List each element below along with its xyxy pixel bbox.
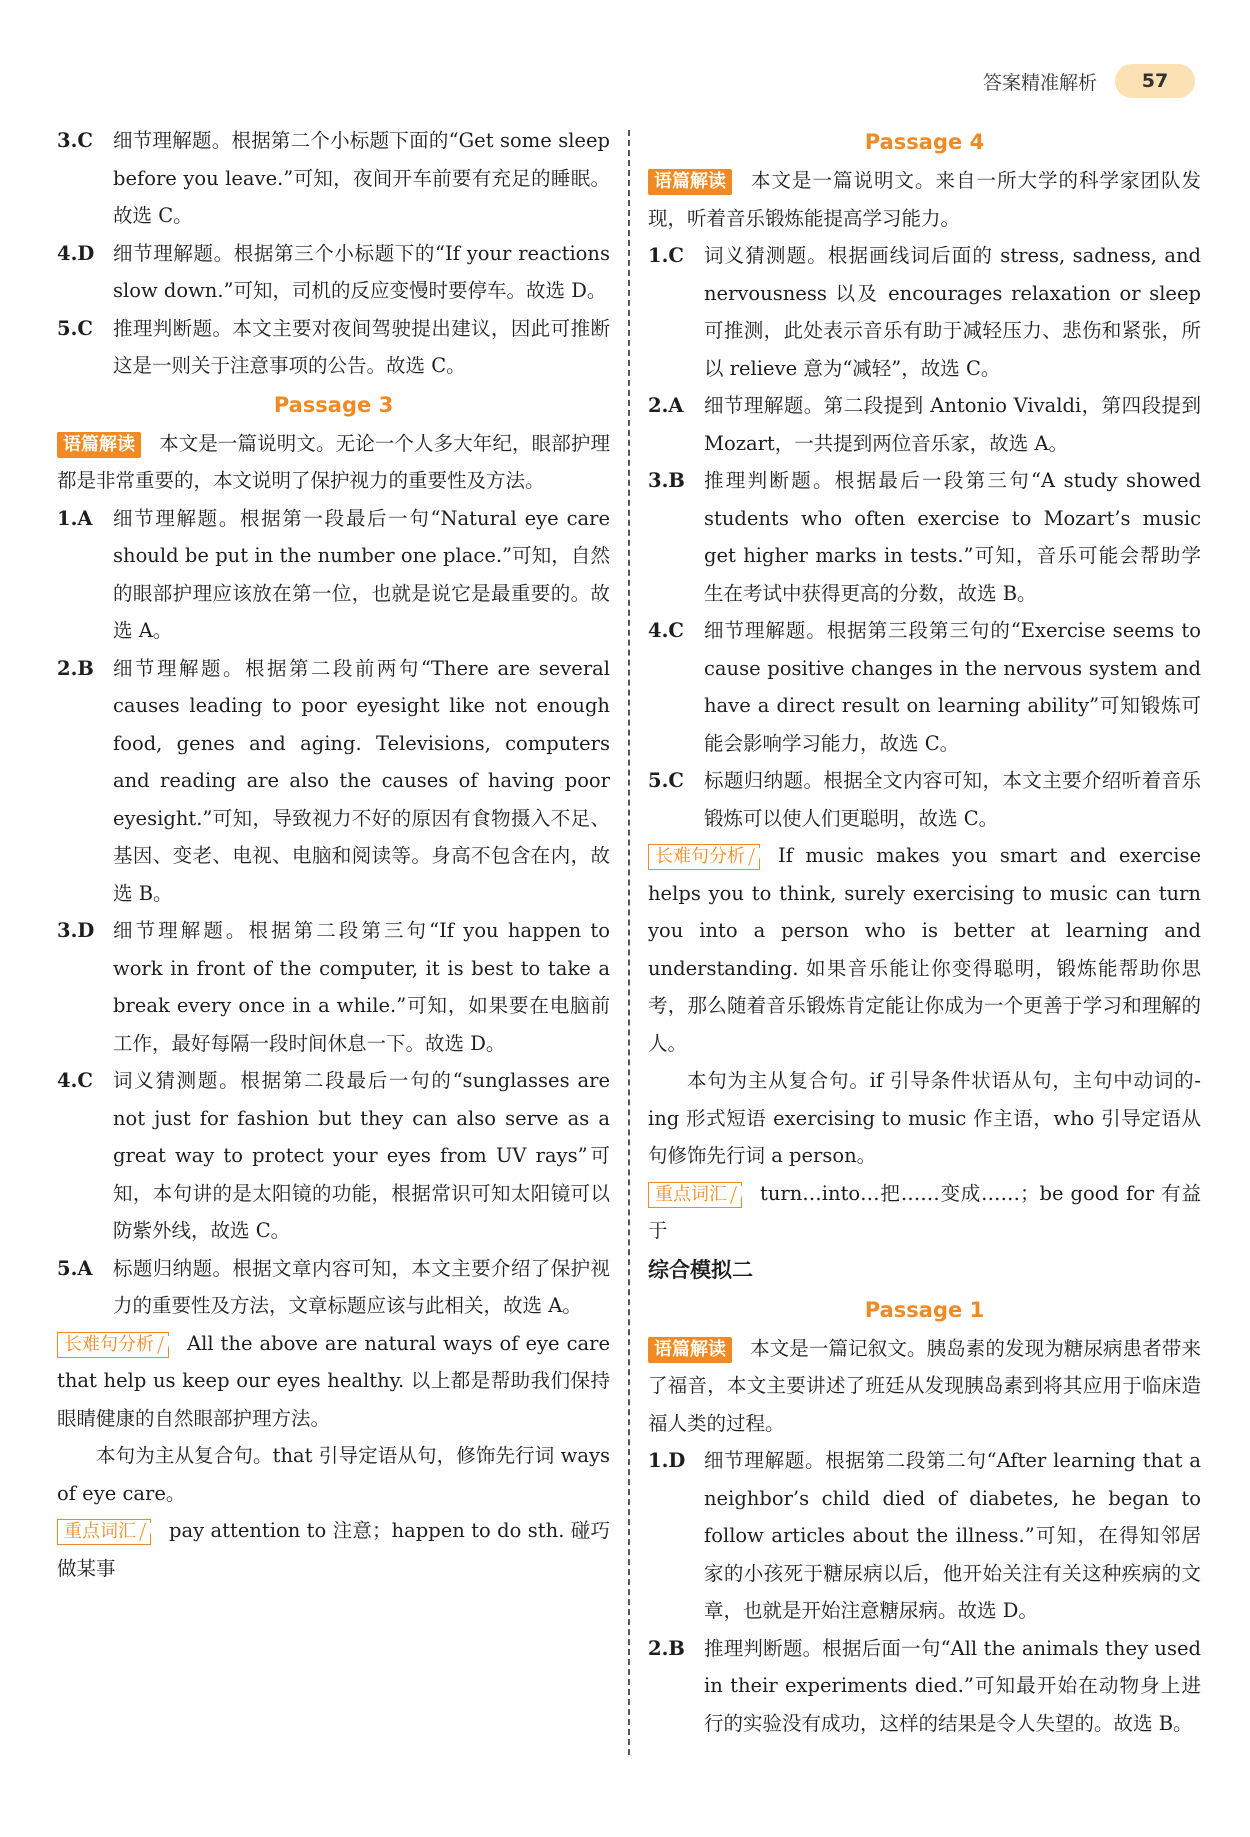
page-header [983, 62, 1195, 100]
answer-number: 5.C [57, 316, 93, 340]
block-text: 本文是一篇说明文。来自一所大学的科学家团队发现，听着音乐锻炼能提高学习能力。 [648, 169, 1201, 230]
answer-number: 1.D [648, 1449, 686, 1472]
answer-number: 2.B [648, 1636, 685, 1660]
block-text: turn…into…把……变成……；be good for 有益于 [648, 1181, 1201, 1242]
summary-tag: 语篇解读 [648, 169, 732, 195]
answer-explanation: 细节理解题。根据第二个小标题下面的“Get some sleep before you leave.”可知，夜间开车前要有充足的睡眠。故选 C。 [113, 129, 610, 227]
answer-explanation: 标题归纳题。根据全文内容可知，本文主要介绍听着音乐锻炼可以使人们更聪明，故选 C。 [704, 769, 1201, 830]
analysis-tag: 长难句分析 [57, 1332, 169, 1358]
answer-item [57, 1250, 610, 1325]
answer-explanation: 细节理解题。根据第一段最后一句“Natural eye care should be put in the number one place.”可知，自然的眼部护理应该放在第一位，也就是说它是最重要的。故选 A。 [113, 506, 610, 642]
analysis-tag: 重点词汇 [648, 1182, 742, 1208]
answer-explanation: 词义猜测题。根据第二段最后一句的“sunglasses are not just for fashion but they can also serve as a great way to protect your eyes from UV rays”可知，本句讲的是太阳镜的功能，根据常识可知太阳镜可以防紫外线，故选 C。 [113, 1069, 610, 1242]
answer-item [648, 387, 1201, 462]
answer-item [648, 237, 1201, 387]
header-title: 答案精准解析 [982, 71, 1097, 94]
block-text: 本文是一篇记叙文。胰岛素的发现为糖尿病患者带来了福音，本文主要讲述了班廷从发现胰岛素到将其应用于临床造福人类的过程。 [648, 1336, 1201, 1435]
block-text: All the above are natural ways of eye care that help us keep our eyes healthy. 以上都是帮助我们保持眼睛健康的自然眼部护理方法。 [57, 1331, 610, 1430]
block-text: If music makes you smart and exercise helps you to think, surely exercising to music can turn you into a person who is better at learning and understanding. 如果音乐能让你变得聪明，锻炼能帮助你思考，那么随着音乐锻炼肯定能让你成为一个更善于学习和理解的人。 [648, 844, 1201, 1055]
section-heading: 综合模拟二 [648, 1257, 753, 1282]
answer-number: 4.C [648, 619, 684, 642]
answer-explanation: 细节理解题。根据第二段第三句“If you happen to work in front of the computer, it is best to take a break every once in a while.”可知，如果要在电脑前工作，最好每隔一段时间休息一下。故选 D。 [113, 919, 610, 1055]
answer-number: 4.C [57, 1069, 93, 1092]
summary-tag: 语篇解读 [648, 1337, 732, 1363]
answer-explanation: 推理判断题。根据最后一段第三句“A study showed students who often exercise to Mozart’s music get higher marks in tests.”可知，音乐可能会帮助学生在考试中获得更高的分数，故选 B。 [704, 469, 1201, 605]
analysis-block [648, 837, 1201, 1062]
answer-explanation: 推理判断题。本文主要对夜间驾驶提出建议，因此可推断这是一则关于注意事项的公告。故选 C。 [113, 316, 610, 377]
answer-number: 5.A [57, 1256, 93, 1280]
answer-number: 5.C [648, 769, 684, 792]
passage-heading: Passage 1 [864, 1297, 985, 1322]
answer-item [648, 612, 1201, 762]
answer-number: 1.C [648, 244, 684, 267]
answer-explanation: 细节理解题。根据第三个小标题下的“If your reactions slow down.”可知，司机的反应变慢时要停车。故选 D。 [113, 241, 610, 302]
analysis-block [648, 1175, 1201, 1250]
page-number-badge: 57 [1115, 64, 1195, 98]
answer-number: 1.A [57, 506, 93, 530]
answer-explanation: 词义猜测题。根据画线词后面的 stress, sadness, and nervousness 以及 encourages relaxation or sleep 可推测，此处表示音乐有助于减轻压力、悲伤和紧张，所以 relieve 意为“减轻”，故选 C。 [704, 244, 1201, 380]
passage-summary [648, 1330, 1201, 1443]
answer-explanation: 细节理解题。根据第二段前两句“There are several causes leading to poor eyesight like not enough food, genes and aging. Televisions, computers and reading are also the causes of having poor eyesight.”可知，导致视力不好的原因有食物摄入不足、基因、变老、电视、电脑和阅读等。身高不包含在内，故选 B。 [113, 656, 610, 905]
answer-number: 3.B [648, 469, 685, 492]
analysis-tag: 长难句分析 [648, 844, 760, 870]
answer-item [648, 762, 1201, 837]
answer-explanation: 细节理解题。第二段提到 Antonio Vivaldi，第四段提到 Mozart，一共提到两位音乐家，故选 A。 [704, 394, 1201, 455]
answer-number: 3.D [57, 919, 95, 942]
summary-tag: 语篇解读 [57, 432, 141, 458]
block-text: pay attention to 注意；happen to do sth. 碰巧做某事 [57, 1519, 610, 1580]
column-divider [628, 130, 630, 1755]
analysis-block [57, 1512, 610, 1587]
answer-item [57, 122, 610, 235]
answer-explanation: 细节理解题。根据第三段第三句的“Exercise seems to cause positive changes in the nervous system and have a direct result on learning ability”可知锻炼可能会影响学习能力，故选 C。 [704, 619, 1201, 755]
right-column [648, 122, 1201, 1742]
answer-item [57, 912, 610, 1062]
left-column [57, 122, 610, 1587]
answer-item [57, 1062, 610, 1250]
answer-item [648, 1442, 1201, 1630]
answer-number: 3.C [57, 129, 93, 152]
analysis-paragraph: 本句为主从复合句。if 引导条件状语从句，主句中动词的-ing 形式短语 exercising to music 作主语，who 引导定语从句修饰先行词 a person。 [648, 1069, 1201, 1167]
answer-item [57, 310, 610, 385]
passage-summary [648, 162, 1201, 237]
answer-number: 4.D [57, 241, 95, 265]
answer-number: 2.B [57, 656, 94, 680]
answer-explanation: 标题归纳题。根据文章内容可知，本文主要介绍了保护视力的重要性及方法，文章标题应该与此相关，故选 A。 [113, 1256, 610, 1317]
answer-explanation: 细节理解题。根据第二段第二句“After learning that a neighbor’s child died of diabetes, he began to follow articles about the illness.”可知，在得知邻居家的小孩死于糖尿病以后，他开始关注有关这种疾病的文章，也就是开始注意糖尿病。故选 D。 [704, 1449, 1201, 1622]
passage-heading: Passage 4 [864, 130, 985, 154]
answer-explanation: 推理判断题。根据后面一句“All the animals they used in their experiments died.”可知最开始在动物身上进行的实验没有成功，这样的结果是令人失望的。故选 B。 [704, 1636, 1201, 1735]
block-text: 本文是一篇说明文。无论一个人多大年纪，眼部护理都是非常重要的，本文说明了保护视力的重要性及方法。 [57, 431, 610, 492]
analysis-paragraph: 本句为主从复合句。that 引导定语从句，修饰先行词 ways of eye care。 [57, 1444, 610, 1505]
analysis-block [57, 1325, 610, 1438]
answer-item [648, 1630, 1201, 1743]
answer-item [648, 462, 1201, 612]
answer-item [57, 235, 610, 310]
answer-item [57, 650, 610, 913]
passage-heading: Passage 3 [273, 392, 394, 417]
passage-summary [57, 425, 610, 500]
answer-number: 2.A [648, 394, 684, 417]
analysis-tag: 重点词汇 [57, 1519, 151, 1545]
answer-item [57, 500, 610, 650]
